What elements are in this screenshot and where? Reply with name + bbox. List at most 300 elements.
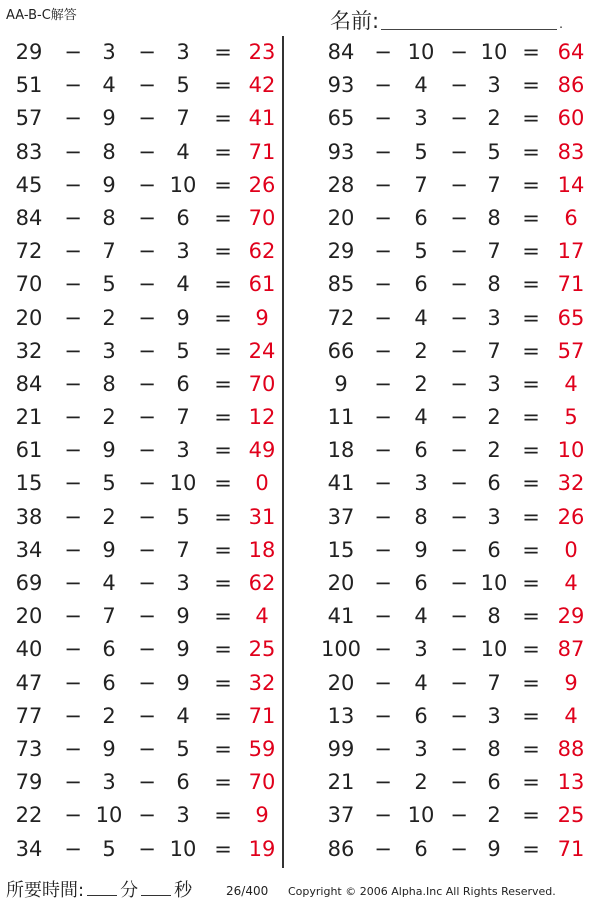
minus-sign: − [374, 338, 392, 363]
subtrahend-1: 5 [414, 139, 428, 164]
answer: 17 [557, 239, 585, 264]
equals-sign: = [522, 438, 540, 463]
subtrahend-1: 7 [102, 604, 116, 629]
minus-sign: − [64, 405, 82, 430]
subtrahend-1: 6 [414, 571, 428, 595]
minuend: 29 [327, 239, 355, 264]
subtrahend-1: 6 [102, 670, 116, 695]
equals-sign: = [522, 803, 540, 828]
minuend: 28 [327, 172, 355, 197]
problem-row [290, 799, 600, 832]
minus-sign: − [374, 40, 392, 64]
minus-sign: − [374, 637, 392, 662]
minuend: 18 [327, 438, 355, 463]
equals-sign: = [214, 504, 232, 529]
answer: 10 [557, 438, 585, 463]
answer: 31 [248, 504, 276, 529]
problem-row [0, 567, 282, 600]
minus-sign: − [138, 139, 156, 164]
minus-sign: − [138, 604, 156, 629]
subtrahend-1: 8 [414, 504, 428, 529]
minuend: 61 [15, 438, 43, 463]
name-field [330, 5, 563, 35]
answer: 64 [557, 40, 585, 64]
subtrahend-1: 6 [102, 637, 116, 662]
minuend: 13 [327, 703, 355, 728]
subtrahend-2: 5 [176, 736, 190, 761]
minus-sign: − [374, 504, 392, 529]
minus-sign: − [138, 40, 156, 64]
minus-sign: − [138, 803, 156, 828]
minuend: 73 [15, 736, 43, 761]
minuend: 83 [15, 139, 43, 164]
answer: 9 [255, 803, 269, 828]
problem-row [290, 169, 600, 202]
minus-sign: − [374, 239, 392, 264]
problem-row [0, 799, 282, 832]
equals-sign: = [214, 239, 232, 264]
minus-sign: − [450, 205, 468, 230]
subtrahend-2: 7 [487, 172, 501, 197]
problem-row [290, 534, 600, 567]
answer: 26 [248, 172, 276, 197]
minus-sign: − [374, 106, 392, 131]
minus-sign: − [138, 504, 156, 529]
problem-row [0, 833, 282, 866]
equals-sign: = [522, 172, 540, 197]
subtrahend-1: 6 [414, 438, 428, 463]
subtrahend-2: 3 [176, 438, 190, 463]
answer: 59 [248, 736, 276, 761]
subtrahend-2: 9 [176, 637, 190, 662]
answer: 29 [557, 604, 585, 629]
minus-sign: − [450, 637, 468, 662]
minus-sign: − [450, 272, 468, 297]
subtrahend-1: 9 [102, 736, 116, 761]
minus-sign: − [64, 770, 82, 795]
minus-sign: − [64, 73, 82, 98]
minus-sign: − [138, 106, 156, 131]
equals-sign: = [522, 736, 540, 761]
minutes-label: 分 [120, 880, 139, 901]
copyright-notice: Copyright © 2006 Alpha.Inc All Rights Reserved. [288, 885, 556, 898]
equals-sign: = [522, 106, 540, 131]
minus-sign: − [374, 703, 392, 728]
subtrahend-2: 9 [176, 670, 190, 695]
minuend: 11 [327, 405, 355, 430]
minus-sign: − [138, 239, 156, 264]
equals-sign: = [214, 670, 232, 695]
subtrahend-2: 6 [487, 537, 501, 562]
minuend: 15 [327, 537, 355, 562]
equals-sign: = [214, 703, 232, 728]
subtrahend-2: 2 [487, 405, 501, 430]
minus-sign: − [64, 637, 82, 662]
minutes-blank [87, 895, 117, 896]
answer: 62 [248, 239, 276, 264]
minus-sign: − [374, 471, 392, 496]
subtrahend-2: 3 [487, 504, 501, 529]
subtrahend-1: 2 [414, 371, 428, 396]
minus-sign: − [138, 371, 156, 396]
subtrahend-2: 8 [487, 272, 501, 297]
minus-sign: − [374, 172, 392, 197]
name-underline [381, 9, 557, 30]
minus-sign: − [138, 736, 156, 761]
equals-sign: = [522, 272, 540, 297]
answer: 9 [564, 670, 578, 695]
minus-sign: − [450, 703, 468, 728]
subtrahend-1: 4 [414, 305, 428, 330]
minus-sign: − [374, 438, 392, 463]
minus-sign: − [138, 205, 156, 230]
subtrahend-1: 8 [102, 371, 116, 396]
equals-sign: = [522, 537, 540, 562]
problem-row [0, 600, 282, 633]
problem-row [290, 633, 600, 666]
minus-sign: − [138, 571, 156, 595]
minus-sign: − [64, 471, 82, 496]
minuend: 29 [15, 40, 43, 64]
subtrahend-1: 10 [407, 803, 435, 828]
minuend: 84 [15, 371, 43, 396]
problem-row [290, 766, 600, 799]
subtrahend-1: 8 [102, 205, 116, 230]
minus-sign: − [450, 537, 468, 562]
column-divider [282, 36, 284, 868]
subtrahend-2: 6 [176, 770, 190, 795]
minus-sign: − [450, 571, 468, 595]
problem-row [0, 467, 282, 500]
problem-row [0, 700, 282, 733]
answer: 32 [248, 670, 276, 695]
minuend: 72 [15, 239, 43, 264]
problem-row [290, 302, 600, 335]
problem-row [0, 136, 282, 169]
minuend: 41 [327, 471, 355, 496]
seconds-blank [141, 895, 171, 896]
subtrahend-1: 4 [414, 670, 428, 695]
minuend: 93 [327, 139, 355, 164]
answer: 83 [557, 139, 585, 164]
minus-sign: − [374, 670, 392, 695]
answer: 71 [248, 139, 276, 164]
answer: 4 [564, 571, 578, 595]
minus-sign: − [64, 40, 82, 64]
equals-sign: = [214, 338, 232, 363]
answer: 23 [248, 40, 276, 64]
minus-sign: − [64, 571, 82, 595]
minus-sign: − [64, 239, 82, 264]
equals-sign: = [522, 836, 540, 861]
subtrahend-2: 7 [176, 405, 190, 430]
minus-sign: − [450, 371, 468, 396]
subtrahend-1: 9 [414, 537, 428, 562]
equals-sign: = [522, 405, 540, 430]
minuend: 37 [327, 803, 355, 828]
minuend: 45 [15, 172, 43, 197]
subtrahend-2: 10 [169, 836, 197, 861]
equals-sign: = [214, 205, 232, 230]
minus-sign: − [374, 305, 392, 330]
subtrahend-2: 10 [480, 637, 508, 662]
subtrahend-2: 9 [176, 604, 190, 629]
subtrahend-1: 3 [414, 471, 428, 496]
answer: 70 [248, 770, 276, 795]
minus-sign: − [374, 836, 392, 861]
subtrahend-1: 6 [414, 703, 428, 728]
minuend: 100 [320, 637, 362, 662]
minus-sign: − [374, 371, 392, 396]
answer: 4 [564, 703, 578, 728]
minuend: 41 [327, 604, 355, 629]
subtrahend-1: 3 [102, 770, 116, 795]
subtrahend-2: 7 [487, 239, 501, 264]
equals-sign: = [522, 604, 540, 629]
minuend: 34 [15, 537, 43, 562]
minuend: 20 [327, 205, 355, 230]
answer: 65 [557, 305, 585, 330]
problem-row [290, 368, 600, 401]
problem-row [0, 36, 282, 69]
subtrahend-1: 5 [102, 836, 116, 861]
minuend: 84 [327, 40, 355, 64]
minus-sign: − [138, 73, 156, 98]
subtrahend-2: 9 [176, 305, 190, 330]
equals-sign: = [214, 405, 232, 430]
minus-sign: − [374, 139, 392, 164]
minuend: 66 [327, 338, 355, 363]
subtrahend-2: 3 [487, 371, 501, 396]
subtrahend-2: 7 [487, 338, 501, 363]
minus-sign: − [64, 371, 82, 396]
minus-sign: − [450, 239, 468, 264]
minus-sign: − [64, 836, 82, 861]
minuend: 65 [327, 106, 355, 131]
answer: 61 [248, 272, 276, 297]
minus-sign: − [450, 471, 468, 496]
problem-row [0, 302, 282, 335]
minus-sign: − [450, 803, 468, 828]
minus-sign: − [138, 438, 156, 463]
problem-row [0, 202, 282, 235]
minuend: 84 [15, 205, 43, 230]
minus-sign: − [450, 770, 468, 795]
minuend: 69 [15, 571, 43, 595]
problem-row [290, 600, 600, 633]
equals-sign: = [214, 471, 232, 496]
minus-sign: − [450, 139, 468, 164]
subtrahend-2: 5 [176, 338, 190, 363]
time-label: 所要時間: [6, 880, 85, 901]
minus-sign: − [374, 73, 392, 98]
problem-row [290, 667, 600, 700]
minus-sign: − [374, 272, 392, 297]
answer: 42 [248, 73, 276, 98]
equals-sign: = [214, 637, 232, 662]
problem-row [290, 467, 600, 500]
answer: 62 [248, 571, 276, 595]
equals-sign: = [522, 73, 540, 98]
subtrahend-1: 5 [414, 239, 428, 264]
subtrahend-1: 3 [102, 40, 116, 64]
minus-sign: − [138, 272, 156, 297]
minuend: 20 [15, 604, 43, 629]
minus-sign: − [138, 637, 156, 662]
problem-row [290, 36, 600, 69]
minus-sign: − [64, 604, 82, 629]
subtrahend-2: 3 [176, 571, 190, 595]
equals-sign: = [522, 305, 540, 330]
equals-sign: = [522, 239, 540, 264]
equals-sign: = [214, 836, 232, 861]
minuend: 21 [15, 405, 43, 430]
equals-sign: = [214, 537, 232, 562]
minuend: 38 [15, 504, 43, 529]
answer: 70 [248, 205, 276, 230]
subtrahend-1: 8 [102, 139, 116, 164]
equals-sign: = [214, 73, 232, 98]
equals-sign: = [214, 438, 232, 463]
answer: 4 [564, 371, 578, 396]
equals-sign: = [522, 139, 540, 164]
answer: 19 [248, 836, 276, 861]
subtrahend-2: 6 [487, 471, 501, 496]
subtrahend-1: 4 [414, 604, 428, 629]
minus-sign: − [374, 537, 392, 562]
time-spent [6, 876, 192, 902]
answer: 70 [248, 371, 276, 396]
subtrahend-2: 9 [487, 836, 501, 861]
problem-row [290, 136, 600, 169]
minus-sign: − [138, 703, 156, 728]
answer: 26 [557, 504, 585, 529]
minus-sign: − [64, 504, 82, 529]
equals-sign: = [214, 272, 232, 297]
minus-sign: − [450, 73, 468, 98]
minuend: 57 [15, 106, 43, 131]
answer: 49 [248, 438, 276, 463]
problem-row [0, 501, 282, 534]
minus-sign: − [450, 338, 468, 363]
subtrahend-1: 4 [414, 405, 428, 430]
equals-sign: = [214, 571, 232, 595]
minuend: 51 [15, 73, 43, 98]
subtrahend-2: 7 [176, 106, 190, 131]
subtrahend-1: 5 [102, 272, 116, 297]
subtrahend-2: 2 [487, 438, 501, 463]
minus-sign: − [138, 836, 156, 861]
minus-sign: − [450, 405, 468, 430]
subtrahend-2: 3 [487, 73, 501, 98]
equals-sign: = [522, 670, 540, 695]
subtrahend-2: 8 [487, 736, 501, 761]
answer: 41 [248, 106, 276, 131]
subtrahend-2: 3 [176, 239, 190, 264]
seconds-label: 秒 [174, 880, 193, 901]
subtrahend-1: 6 [414, 836, 428, 861]
subtrahend-1: 10 [407, 40, 435, 64]
equals-sign: = [522, 338, 540, 363]
minus-sign: − [450, 438, 468, 463]
minus-sign: − [64, 338, 82, 363]
problem-row [0, 766, 282, 799]
minus-sign: − [450, 670, 468, 695]
subtrahend-1: 3 [414, 736, 428, 761]
answer: 13 [557, 770, 585, 795]
equals-sign: = [522, 703, 540, 728]
equals-sign: = [522, 205, 540, 230]
minuend: 47 [15, 670, 43, 695]
subtrahend-1: 2 [102, 405, 116, 430]
equals-sign: = [214, 305, 232, 330]
subtrahend-1: 9 [102, 438, 116, 463]
problem-row [290, 833, 600, 866]
problem-row [290, 434, 600, 467]
minus-sign: − [138, 172, 156, 197]
minuend: 77 [15, 703, 43, 728]
subtrahend-2: 7 [487, 670, 501, 695]
minus-sign: − [450, 836, 468, 861]
answer: 25 [557, 803, 585, 828]
minus-sign: − [138, 537, 156, 562]
problem-row [0, 368, 282, 401]
minuend: 15 [15, 471, 43, 496]
subtrahend-1: 9 [102, 537, 116, 562]
name-label: 名前: [330, 9, 380, 33]
problem-row [290, 335, 600, 368]
worksheet-title: AA-B-C解答 [6, 8, 77, 23]
equals-sign: = [214, 736, 232, 761]
equals-sign: = [522, 504, 540, 529]
minuend: 85 [327, 272, 355, 297]
equals-sign: = [522, 371, 540, 396]
problem-row [290, 235, 600, 268]
minus-sign: − [138, 405, 156, 430]
minus-sign: − [374, 571, 392, 595]
minus-sign: − [374, 604, 392, 629]
subtrahend-2: 3 [487, 305, 501, 330]
problem-row [0, 335, 282, 368]
minuend: 9 [334, 371, 348, 396]
equals-sign: = [522, 471, 540, 496]
minuend: 32 [15, 338, 43, 363]
problem-row [290, 567, 600, 600]
subtrahend-1: 3 [414, 637, 428, 662]
minus-sign: − [374, 205, 392, 230]
equals-sign: = [214, 604, 232, 629]
subtrahend-1: 5 [102, 471, 116, 496]
answer: 18 [248, 537, 276, 562]
minuend: 20 [327, 571, 355, 595]
problem-row [0, 169, 282, 202]
problem-row [0, 667, 282, 700]
subtrahend-1: 2 [102, 305, 116, 330]
problem-row [0, 102, 282, 135]
problem-row [0, 69, 282, 102]
minuend: 86 [327, 836, 355, 861]
minus-sign: − [138, 471, 156, 496]
problem-row [290, 733, 600, 766]
subtrahend-1: 4 [102, 571, 116, 595]
equals-sign: = [214, 371, 232, 396]
minus-sign: − [450, 172, 468, 197]
minuend: 21 [327, 770, 355, 795]
problem-row [290, 700, 600, 733]
subtrahend-2: 3 [487, 703, 501, 728]
answer: 57 [557, 338, 585, 363]
minus-sign: − [64, 803, 82, 828]
